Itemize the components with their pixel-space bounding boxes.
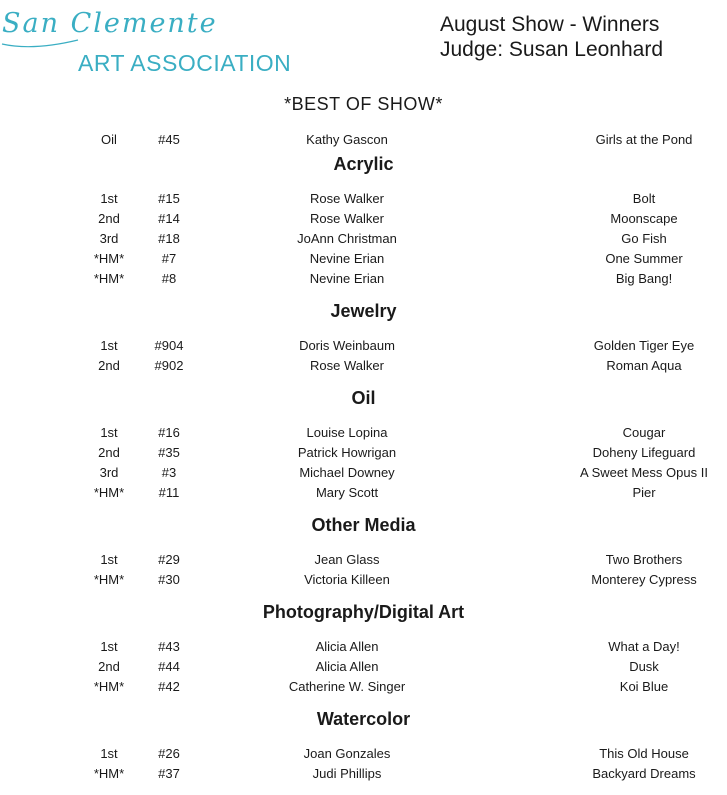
table-row: [0, 552, 727, 572]
entry-number: #7: [161, 251, 177, 266]
entry-place: *HM*: [93, 251, 125, 266]
entry-number: #904: [154, 338, 184, 353]
entry-place: 2nd: [98, 445, 120, 460]
entry-number: #8: [161, 271, 177, 286]
judge-line: Judge: Susan Leonhard: [440, 38, 664, 61]
entry-number: #43: [158, 639, 180, 654]
entry-number: #16: [158, 425, 180, 440]
entry-title: Two Brothers: [605, 552, 683, 567]
table-row: [0, 659, 727, 679]
entry-title: Roman Aqua: [606, 358, 682, 373]
entry-place: *HM*: [93, 766, 125, 781]
table-row: [0, 766, 727, 786]
entry-artist: Judi Phillips: [312, 766, 382, 781]
entry-number: #45: [158, 132, 180, 147]
entry-artist: Nevine Erian: [309, 251, 385, 266]
entry-place: *HM*: [93, 271, 125, 286]
entry-title: Cougar: [622, 425, 666, 440]
entry-title: One Summer: [605, 251, 683, 266]
entry-number: #15: [158, 191, 180, 206]
entry-artist: Victoria Killeen: [304, 572, 390, 587]
entry-title: Backyard Dreams: [592, 766, 696, 781]
category-heading-jewelry: Jewelry: [330, 301, 397, 321]
entry-artist: Joan Gonzales: [303, 746, 391, 761]
entry-place: 1st: [100, 639, 118, 654]
entry-place: 2nd: [98, 358, 120, 373]
entry-title: A Sweet Mess Opus II: [580, 465, 708, 480]
entry-number: #26: [158, 746, 180, 761]
category-heading-photography: Photography/Digital Art: [262, 602, 465, 622]
entry-title: Big Bang!: [615, 271, 673, 286]
entry-artist: Doris Weinbaum: [299, 338, 395, 353]
category-heading-watercolor: Watercolor: [316, 709, 411, 729]
entry-title: Girls at the Pond: [595, 132, 693, 147]
entry-place: *HM*: [93, 572, 125, 587]
entry-artist: Mary Scott: [315, 485, 379, 500]
entry-artist: Alicia Allen: [315, 659, 379, 674]
entry-artist: Alicia Allen: [315, 639, 379, 654]
logo-subtitle: ART ASSOCIATION: [78, 50, 292, 76]
entry-place: 1st: [100, 191, 118, 206]
entry-place: 3rd: [99, 465, 119, 480]
entry-artist: Patrick Howrigan: [297, 445, 397, 460]
table-row: [0, 572, 727, 592]
table-row: [0, 639, 727, 659]
entry-number: #3: [161, 465, 177, 480]
entry-place: 1st: [100, 338, 118, 353]
table-row: [0, 465, 727, 485]
entry-title: Golden Tiger Eye: [593, 338, 695, 353]
table-row: [0, 358, 727, 378]
category-heading-acrylic: Acrylic: [333, 154, 394, 174]
entry-artist: Kathy Gascon: [306, 132, 388, 147]
best-of-show-row: [0, 132, 727, 152]
entry-place: 1st: [100, 552, 118, 567]
table-row: [0, 445, 727, 465]
table-row: [0, 746, 727, 766]
entry-number: #18: [158, 231, 180, 246]
entry-place: 3rd: [99, 231, 119, 246]
entry-title: Doheny Lifeguard: [592, 445, 696, 460]
entry-title: This Old House: [599, 746, 689, 761]
table-row: [0, 271, 727, 291]
entry-artist: Rose Walker: [310, 358, 384, 373]
entry-artist: Jean Glass: [314, 552, 380, 567]
entry-artist: Michael Downey: [299, 465, 395, 480]
table-row: [0, 191, 727, 211]
entry-artist: Catherine W. Singer: [288, 679, 406, 694]
entry-title: Go Fish: [621, 231, 667, 246]
entry-number: #35: [158, 445, 180, 460]
table-row: [0, 679, 727, 699]
entry-number: #29: [158, 552, 180, 567]
show-title: August Show - Winners: [440, 13, 660, 36]
entry-title: Koi Blue: [619, 679, 669, 694]
entry-title: Monterey Cypress: [591, 572, 697, 587]
category-heading-other-media: Other Media: [311, 515, 416, 535]
logo-script-text: San Clemente: [2, 8, 218, 39]
entry-place: *HM*: [93, 679, 125, 694]
entry-place: 2nd: [98, 211, 120, 226]
entry-number: #11: [158, 485, 180, 500]
table-row: [0, 211, 727, 231]
entry-artist: Rose Walker: [310, 211, 384, 226]
entry-title: Pier: [632, 485, 656, 500]
entry-artist: Louise Lopina: [306, 425, 388, 440]
table-row: [0, 485, 727, 505]
entry-number: #30: [158, 572, 180, 587]
entry-artist: Rose Walker: [310, 191, 384, 206]
table-row: [0, 231, 727, 251]
entry-number: #37: [158, 766, 180, 781]
entry-place: Oil: [101, 132, 117, 147]
logo: [0, 8, 300, 80]
entry-number: #44: [158, 659, 180, 674]
entry-number: #902: [154, 358, 184, 373]
entry-number: #42: [158, 679, 180, 694]
entry-title: What a Day!: [608, 639, 680, 654]
entry-place: 1st: [100, 425, 118, 440]
entry-place: 2nd: [98, 659, 120, 674]
entry-number: #14: [158, 211, 180, 226]
entry-artist: Nevine Erian: [309, 271, 385, 286]
table-row: [0, 338, 727, 358]
table-row: [0, 425, 727, 445]
table-row: [0, 251, 727, 271]
entry-title: Moonscape: [610, 211, 678, 226]
best-of-show-heading: *BEST OF SHOW*: [284, 94, 443, 114]
entry-title: Bolt: [632, 191, 656, 206]
category-heading-oil: Oil: [351, 388, 376, 408]
entry-artist: JoAnn Christman: [297, 231, 397, 246]
entry-place: *HM*: [93, 485, 125, 500]
entry-title: Dusk: [629, 659, 659, 674]
entry-place: 1st: [100, 746, 118, 761]
